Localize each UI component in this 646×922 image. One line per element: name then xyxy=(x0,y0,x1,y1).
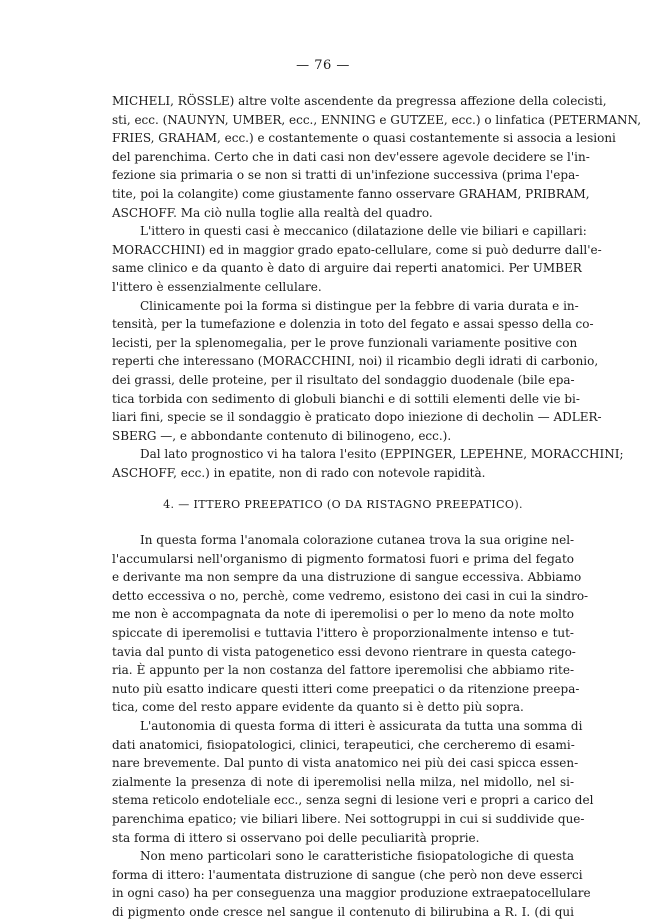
paragraph-5 xyxy=(112,531,589,717)
text-line: me non è accompagnata da note di iperemolisi o per lo meno da note molto xyxy=(112,607,574,622)
text-line: reperti che interessano (MORACCHINI, noi) il ricambio degli idrati di carbonio, xyxy=(112,354,599,369)
text-line: sti, ecc. (NAUNYN, UMBER, ecc., ENNING e GUTZEE, ecc.) o linfatica (PETERMANN, xyxy=(112,112,642,127)
text-line: tensità, per la tumefazione e dolenzia in toto del fegato e assai spesso della co- xyxy=(112,317,594,332)
text-line: dati anatomici, fisiopatologici, clinici, terapeutici, che cercheremo di esami- xyxy=(112,737,575,752)
text-line: Dal lato prognostico vi ha talora l'esito (EPPINGER, LEPEHNE, MORACCHINI; xyxy=(140,447,624,462)
text-line: ria. È appunto per la non costanza del fattore iperemolisi che abbiamo rite- xyxy=(112,663,574,678)
text-line: l'accumularsi nell'organismo di pigmento formatosi fuori e prima del fegato xyxy=(112,551,574,566)
text-line: di pigmento onde cresce nel sangue il contenuto di bilirubina a R. I. (di qui xyxy=(112,904,574,919)
paragraph-1 xyxy=(112,92,642,222)
text-line: Clinicamente poi la forma si distingue per la febbre di varia durata e in- xyxy=(140,298,579,313)
body-text xyxy=(112,92,642,922)
text-line: forma di ittero: l'aumentata distruzione di sangue (che però non deve esserci xyxy=(112,867,583,882)
paragraph-3 xyxy=(112,297,602,446)
text-line: parenchima epatico; vie biliari libere. Nei sottogruppi in cui si suddivide que- xyxy=(112,811,585,826)
text-line: tica torbida con sedimento di globuli bianchi e di sottili elementi delle vie bi- xyxy=(112,391,580,406)
text-line: tavia dal punto di vista patogenetico essi devono rientrare in questa catego- xyxy=(112,644,576,659)
text-line: nare brevemente. Dal punto di vista anatomico nei più dei casi spicca essen- xyxy=(112,756,579,771)
text-line: zialmente la presenza di note di iperemolisi nella milza, nel midollo, nel si- xyxy=(112,774,574,789)
text-line: detto eccessiva o no, perchè, come vedremo, esistono dei casi in cui la sindro- xyxy=(112,588,589,603)
text-line: stema reticolo endoteliale ecc., senza segni di lesione veri e propri a carico del xyxy=(112,793,594,808)
text-line: nuto più esatto indicare questi itteri come preepatici o da ritenzione preepa- xyxy=(112,681,580,696)
text-line: in ogni caso) ha per conseguenza una maggior produzione extraepatocellulare xyxy=(112,886,591,901)
paragraph-7 xyxy=(112,847,591,921)
text-line: sta forma di ittero si osservano poi delle peculiarità proprie. xyxy=(112,830,480,845)
text-line: MORACCHINI) ed in maggior grado epato-cellulare, come si può dedurre dall'e- xyxy=(112,242,602,257)
text-line: FRIES, GRAHAM, ecc.) e costantemente o quasi costantemente si associa a lesioni xyxy=(112,131,616,146)
text-line: ASCHOFF. Ma ciò nulla toglie alla realtà del quadro. xyxy=(112,205,433,220)
text-line: SBERG —, e abbondante contenuto di bilinogeno, ecc.). xyxy=(112,428,452,443)
text-line: del parenchima. Certo che in dati casi non dev'essere agevole decidere se l'in- xyxy=(112,149,590,164)
text-line: MICHELI, RÖSSLE) altre volte ascendente da pregressa affezione della colecisti, xyxy=(112,94,607,108)
text-line: same clinico e da quanto è dato di arguire dai reperti anatomici. Per UMBER xyxy=(112,261,582,276)
text-line: liari fini, specie se il sondaggio è praticato dopo iniezione di decholin — ADLER- xyxy=(112,410,602,425)
text-line: tite, poi la colangite) come giustamente fanno osservare GRAHAM, PRIBRAM, xyxy=(112,186,590,201)
text-line: lecisti, per la splenomegalia, per le prove funzionali variamente positive con xyxy=(112,335,578,350)
text-line: L'autonomia di questa forma di itteri è assicurata da tutta una somma di xyxy=(140,719,583,733)
page-number: — 76 — xyxy=(296,58,350,73)
text-line: l'ittero è essenzialmente cellulare. xyxy=(112,279,322,294)
text-line: fezione sia primaria o se non si tratti di un'infezione successiva (prima l'epa- xyxy=(112,168,580,183)
section-heading: 4. — ITTERO PREEPATICO (O DA RISTAGNO PREEPATICO). xyxy=(163,498,523,512)
text-line: L'ittero in questi casi è meccanico (dilatazione delle vie biliari e capillari: xyxy=(140,224,587,239)
text-line: In questa forma l'anomala colorazione cutanea trova la sua origine nel- xyxy=(140,533,575,548)
text-line: ASCHOFF, ecc.) in epatite, non di rado con notevole rapidità. xyxy=(112,465,486,480)
paragraph-4 xyxy=(112,445,624,482)
text-line: spiccate di iperemolisi e tuttavia l'ittero è proporzionalmente intenso e tut- xyxy=(112,626,574,641)
text-line: e derivante ma non sempre da una distruzione di sangue eccessiva. Abbiamo xyxy=(112,570,582,585)
paragraph-2 xyxy=(112,222,602,296)
paragraph-6 xyxy=(112,717,594,847)
text-line: tica, come del resto appare evidente da quanto si è detto più sopra. xyxy=(112,700,524,715)
text-line: Non meno particolari sono le caratteristiche fisiopatologiche di questa xyxy=(140,849,574,864)
text-line: dei grassi, delle proteine, per il risultato del sondaggio duodenale (bile epa- xyxy=(112,372,575,387)
